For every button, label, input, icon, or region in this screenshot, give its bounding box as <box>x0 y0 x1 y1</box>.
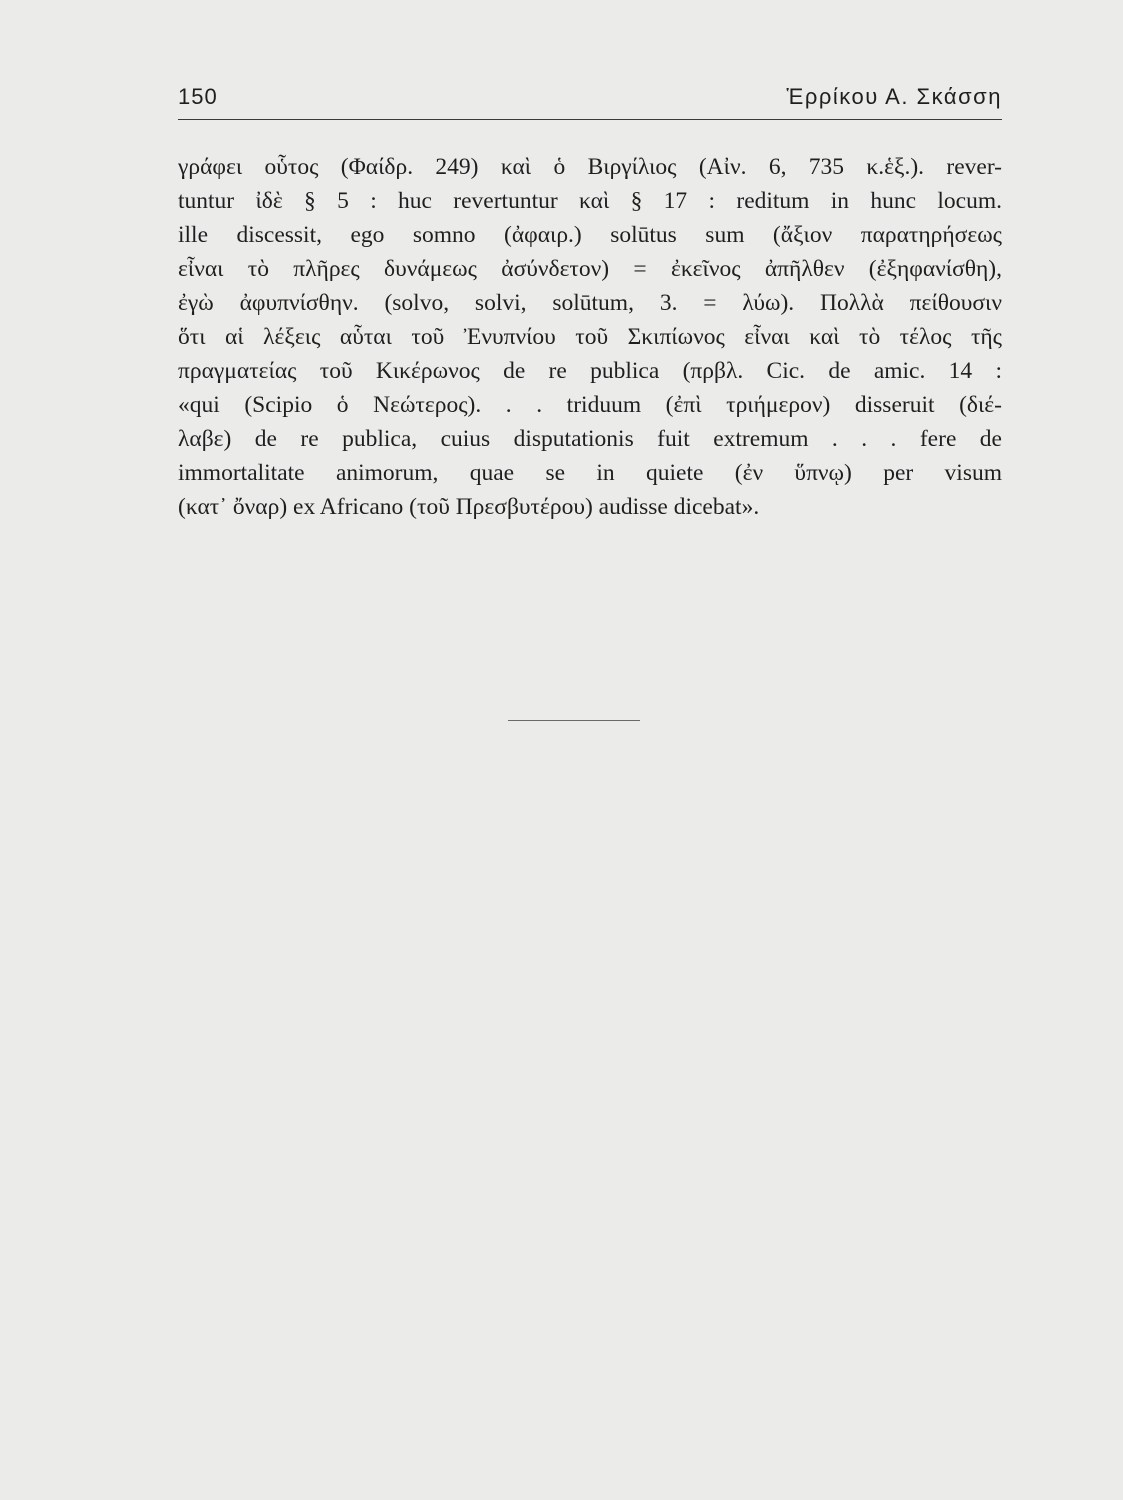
page-header <box>178 84 1002 116</box>
text-line: λαβε) de re publica, cuius disputationis fuit extremum . . . fere de <box>178 426 1002 452</box>
text-line: ἐγὼ ἀφυπνίσθην. (solvo, solvi, solūtum, 3. = λύω). Πολλὰ πείθουσιν <box>178 290 1002 316</box>
header-rule <box>178 119 1002 120</box>
text-line: εἶναι τὸ πλῆρες δυνάμεως ἀσύνδετον) = ἐκεῖνος ἀπῆλθεν (ἐξηφανίσθη), <box>178 256 1002 282</box>
text-line: tuntur ἰδὲ § 5 : huc revertuntur καὶ § 17 : reditum in hunc locum. <box>178 188 1002 214</box>
page-number: 150 <box>178 84 218 109</box>
text-line: γράφει οὗτος (Φαίδρ. 249) καὶ ὁ Βιργίλιος (Αἰν. 6, 735 κ.ἑξ.). rever- <box>178 154 1002 180</box>
text-line: immortalitate animorum, quae se in quiete (ἐν ὕπνῳ) per visum <box>178 460 1002 486</box>
text-line: (κατ᾽ ὄναρ) ex Africano (τοῦ Πρεσβυτέρου) audisse dicebat». <box>178 494 760 520</box>
body-text <box>178 150 1002 524</box>
section-end-rule <box>508 720 640 721</box>
text-line: «qui (Scipio ὁ Νεώτερος). . . triduum (ἐπὶ τριήμερον) disseruit (διέ- <box>178 392 1002 418</box>
running-head: Ἑρρίκου Α. Σκάσση <box>786 84 1002 109</box>
text-line: ille discessit, ego somno (ἀφαιρ.) solūtus sum (ἄξιον παρατηρήσεως <box>178 222 1002 248</box>
text-line: ὅτι αἱ λέξεις αὗται τοῦ Ἐνυπνίου τοῦ Σκιπίωνος εἶναι καὶ τὸ τέλος τῆς <box>178 324 1002 350</box>
text-line: πραγματείας τοῦ Κικέρωνος de re publica (πρβλ. Cic. de amic. 14 : <box>178 358 1002 384</box>
